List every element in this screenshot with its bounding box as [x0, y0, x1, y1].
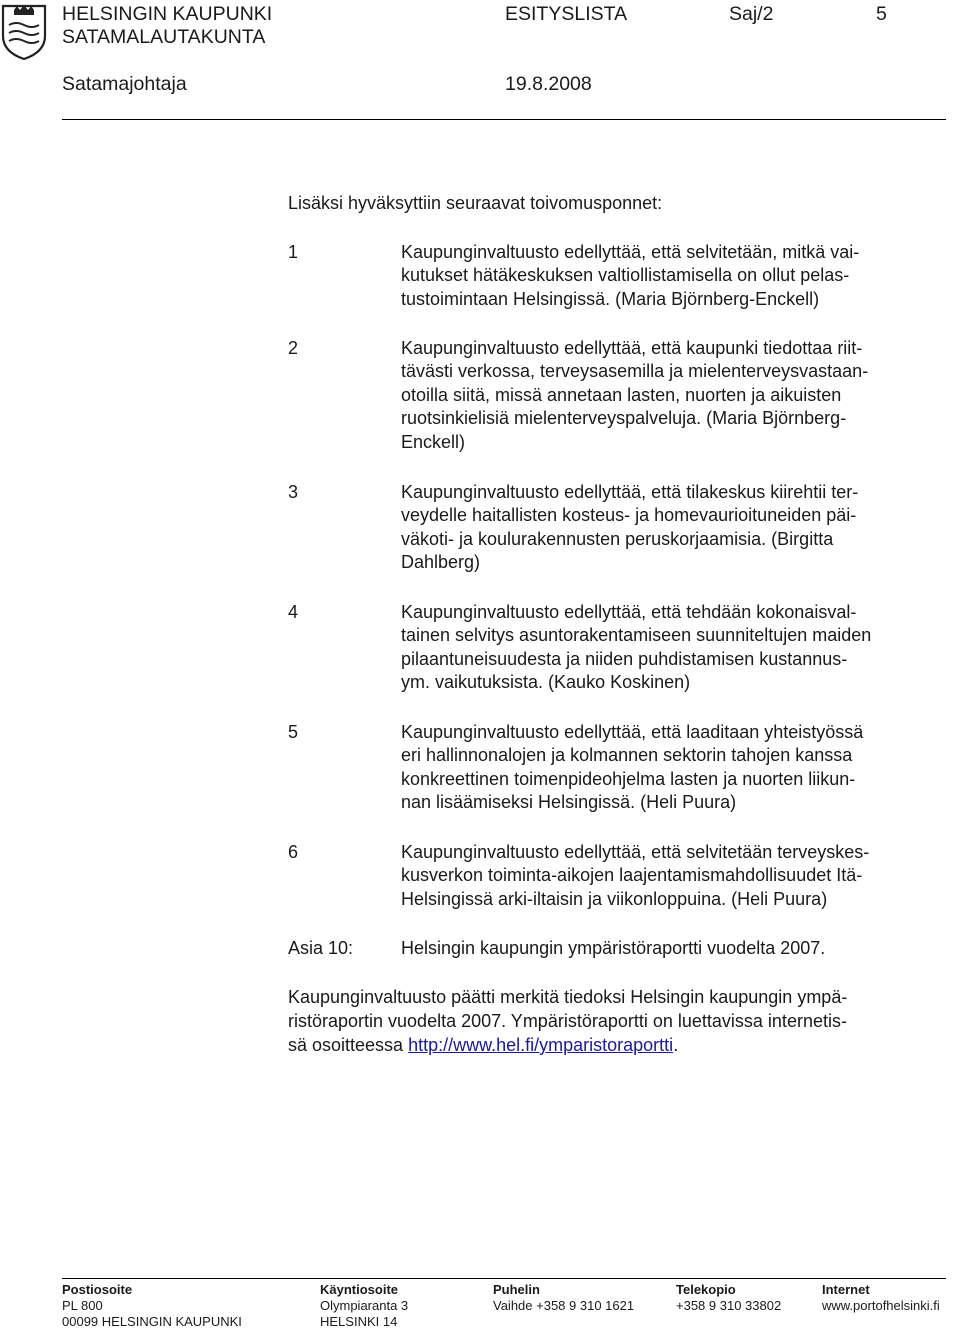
footer-internet: [822, 1282, 940, 1314]
item-line: kusverkon toiminta-aikojen laajentamismahdollisuudet Itä-: [401, 865, 863, 886]
item-line: konkreettinen toimenpideohjelma lasten ja nuorten liikun-: [401, 768, 856, 789]
footer-label: Käyntiosoite: [320, 1282, 399, 1297]
item-line: Enckell): [401, 431, 466, 452]
item-line: kutukset hätäkeskuksen valtiollistamisella on ollut pelas-: [401, 265, 850, 286]
item-line: Dahlberg): [401, 552, 481, 573]
item-number: 1: [288, 242, 299, 262]
date: 19.8.2008: [505, 73, 592, 95]
item-text: [401, 337, 949, 454]
org-name: HELSINGIN KAUPUNKI: [62, 3, 273, 25]
item-line: väkoti- ja koulurakennusten peruskorjaamisia. (Birgitta: [401, 528, 834, 549]
footer-divider: [62, 1278, 946, 1279]
item-number: 4: [288, 602, 299, 622]
item-text: [401, 721, 949, 815]
doc-code: Saj/2: [729, 3, 774, 25]
item-line: Kaupunginvaltuusto edellyttää, että tehdään kokonaisval-: [401, 602, 857, 622]
footer-telekopio: [676, 1282, 781, 1314]
item-line: Kaupunginvaltuusto edellyttää, että kaupunki tiedottaa riit-: [401, 338, 863, 358]
footer-value: HELSINKI 14: [320, 1314, 398, 1329]
footer-puhelin: [493, 1282, 634, 1314]
item-line: tustoimintaan Helsingissä. (Maria Björnberg-Enckell): [401, 288, 820, 309]
footer-value: Olympiaranta 3: [320, 1298, 409, 1313]
org-board: SATAMALAUTAKUNTA: [62, 26, 266, 48]
footer-value: 00099 HELSINGIN KAUPUNKI: [62, 1314, 242, 1329]
item-text: [401, 241, 949, 311]
closing-prefix: sä osoitteessa: [288, 1035, 409, 1055]
item-text: [401, 601, 949, 695]
item-line: ruotsinkielisiä mielenterveyspalveluja. (Maria Björnberg-: [401, 408, 847, 429]
asia-title: Helsingin kaupungin ympäristöraportti vuodelta 2007.: [401, 938, 826, 958]
item-line: otoilla siitä, missä annetaan lasten, nuorten ja aikuisten: [401, 384, 842, 405]
closing-line: ristöraportin vuodelta 2007. Ympäristöraportti on luettavissa internetis-: [288, 1011, 847, 1031]
footer-value: Vaihde +358 9 310 1621: [493, 1298, 635, 1313]
footer-label: Postiosoite: [62, 1282, 133, 1297]
asia-label: Asia 10:: [288, 938, 354, 958]
item-text: [401, 841, 949, 911]
item-number: 5: [288, 722, 299, 742]
footer-label: Telekopio: [676, 1282, 736, 1297]
item-line: pilaantuneisuudesta ja niiden puhdistamisen kustannus-: [401, 648, 848, 669]
item-line: tävästi verkossa, terveysasemilla ja mielenterveysvastaan-: [401, 361, 869, 382]
closing-line: [288, 1034, 678, 1057]
footer-kayntiosoite: [320, 1282, 408, 1330]
report-link[interactable]: http://www.hel.fi/ymparistoraportti: [408, 1035, 674, 1055]
item-line: nan lisäämiseksi Helsingissä. (Heli Puura): [401, 792, 737, 813]
intro-text: Lisäksi hyväksyttiin seuraavat toivomusponnet:: [288, 193, 663, 213]
item-number: 6: [288, 842, 299, 862]
footer-value: +358 9 310 33802: [676, 1298, 782, 1313]
item-number: 3: [288, 482, 299, 502]
page-number: 5: [876, 3, 887, 25]
item-line: tainen selvitys asuntorakentamiseen suunniteltujen maiden: [401, 625, 872, 646]
item-text: [401, 481, 949, 575]
item-line: Kaupunginvaltuusto edellyttää, että tilakeskus kiirehtii ter-: [401, 482, 859, 502]
item-line: Kaupunginvaltuusto edellyttää, että laaditaan yhteistyössä: [401, 722, 864, 742]
item-line: Kaupunginvaltuusto edellyttää, että selvitetään terveyskes-: [401, 842, 870, 862]
footer-label: Internet: [822, 1282, 870, 1297]
author: Satamajohtaja: [62, 73, 187, 95]
footer-label: Puhelin: [493, 1282, 540, 1297]
closing-suffix: .: [673, 1035, 679, 1055]
closing-line: Kaupunginvaltuusto päätti merkitä tiedoksi Helsingin kaupungin ympä-: [288, 987, 848, 1007]
footer-postiosoite: [62, 1282, 242, 1330]
item-line: eri hallinnonalojen ja kolmannen sektorin tahojen kanssa: [401, 745, 853, 766]
header-divider: [62, 119, 946, 120]
item-number: 2: [288, 338, 299, 358]
item-line: veydelle haitallisten kosteus- ja homevaurioituneiden päi-: [401, 505, 857, 526]
helsinki-crest-icon: [0, 2, 48, 60]
doc-type: ESITYSLISTA: [505, 3, 628, 25]
item-line: ym. vaikutuksista. (Kauko Koskinen): [401, 672, 691, 693]
footer-value: www.portofhelsinki.fi: [822, 1298, 940, 1313]
item-line: Kaupunginvaltuusto edellyttää, että selvitetään, mitkä vai-: [401, 242, 860, 262]
item-line: Helsingissä arki-iltaisin ja viikonloppuina. (Heli Puura): [401, 888, 828, 909]
footer-value: PL 800: [62, 1298, 103, 1313]
